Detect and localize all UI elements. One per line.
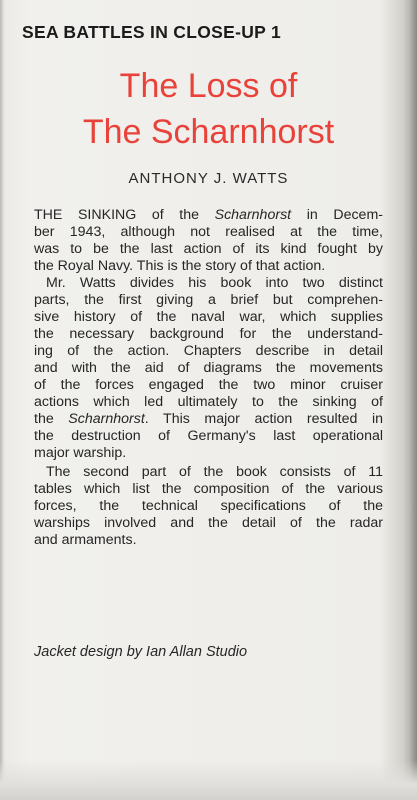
blurb-line: ing of the action. Chapters describe in detail [34, 343, 383, 359]
blurb-line: major warship. [34, 445, 127, 461]
blurb-line: of the forces engaged the two minor cruiser [34, 377, 383, 393]
blurb-line: ber 1943, although not realised at the time, [34, 224, 383, 240]
blurb-line: actions which led ultimately to the sinking of [34, 394, 383, 410]
series-heading: SEA BATTLES IN CLOSE-UP 1 [22, 22, 282, 42]
bottom-shadow [0, 760, 417, 800]
jacket-credit: Jacket design by Ian Allan Studio [34, 644, 248, 660]
blurb-line: the necessary background for the understand- [34, 326, 383, 342]
blurb-line: Mr. Watts divides his book into two distinct [46, 275, 383, 291]
blurb-line: the destruction of Germany's last operational [34, 428, 383, 444]
shadow-strip [403, 0, 417, 800]
author-name: ANTHONY J. WATTS [128, 170, 289, 187]
blurb-line: forces, the technical specifications of the [34, 498, 383, 514]
title-line-2: The Scharnhorst [82, 113, 335, 151]
blurb-line: tables which list the composition of the various [34, 481, 383, 497]
blurb-line: the Royal Navy. This is the story of that action. [34, 258, 326, 274]
blurb-line: sive history of the naval war, which supplies [34, 309, 383, 325]
blurb-line: the Scharnhorst. This major action resulted in [34, 411, 383, 427]
blurb-line: THE SINKING of the Scharnhorst in Decem- [34, 207, 383, 223]
blurb-line: and armaments. [34, 532, 137, 548]
blurb-line: warships involved and the detail of the radar [34, 515, 383, 531]
blurb-line: and with the aid of diagrams the movements [34, 360, 383, 376]
title-line-1: The Loss of [119, 67, 298, 105]
blurb-line: was to be the last action of its kind fought by [34, 241, 383, 257]
blurb-line: parts, the first giving a brief but comprehen- [34, 292, 383, 308]
blurb-line: The second part of the book consists of 11 [46, 464, 383, 480]
